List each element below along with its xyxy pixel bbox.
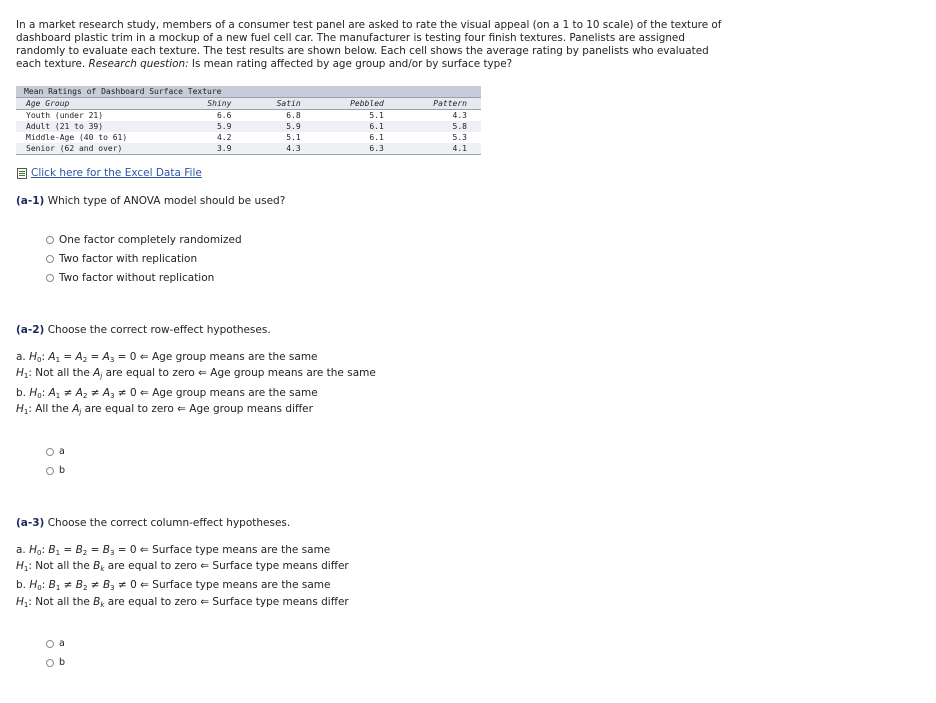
option-two-factor-with-replication[interactable] xyxy=(46,253,197,265)
radio-button[interactable] xyxy=(46,448,54,456)
radio-button[interactable] xyxy=(46,236,54,244)
hypothesis-description: Age group means are the same xyxy=(210,367,376,379)
hypothesis-a2-b-null: b. $H_0$: $A_1 \ne A_2 \ne A_3 \ne 0$ ⇐ Age group means are the same xyxy=(16,387,318,400)
table-header-row xyxy=(16,98,481,110)
header-pattern: Pattern xyxy=(398,98,481,110)
radio-button[interactable] xyxy=(46,255,54,263)
option-label: b xyxy=(59,465,66,476)
radio-button[interactable] xyxy=(46,274,54,282)
question-a1-text: Which type of ANOVA model should be used? xyxy=(47,195,286,207)
table-cell: 5.9 xyxy=(245,121,314,132)
option-a3-a[interactable] xyxy=(46,638,65,649)
hypothesis-description: Surface type means are the same xyxy=(152,544,331,556)
problem-text: In a market research study, members of a consumer test panel are asked to rate the visual appeal (on a 1 to 10 scale) of the texture of dashboard plastic trim in a mockup of a new fuel cell car. The manufacturer is testing four finish textures. Panelists are assigned randomly to evaluate each texture. The test results are shown below. Each cell shows the average rating by panelists who evaluated each texture. xyxy=(16,19,722,70)
row-label: Youth (under 21) xyxy=(26,111,104,120)
table-caption: Mean Ratings of Dashboard Surface Texture xyxy=(16,86,481,98)
option-label: a xyxy=(59,638,65,649)
question-a3 xyxy=(16,517,290,529)
table-cell: 3.9 xyxy=(176,143,245,155)
question-a3-label: (a-3) xyxy=(16,517,45,529)
hypothesis-description: Age group means are the same xyxy=(152,387,318,399)
row-label: Senior (62 and over) xyxy=(16,143,176,155)
table-cell: 6.1 xyxy=(369,133,384,142)
table-row xyxy=(16,110,481,122)
option-label: b xyxy=(59,657,66,668)
table-cell: 6.1 xyxy=(315,121,398,132)
table-cell: 5.1 xyxy=(369,111,384,120)
table-cell: 4.2 xyxy=(216,133,232,142)
question-a1 xyxy=(16,195,285,207)
hypothesis-description: Age group means differ xyxy=(189,403,313,415)
option-a3-b[interactable] xyxy=(46,657,65,668)
question-a2 xyxy=(16,324,271,336)
header-pebbled: Pebbled xyxy=(315,98,398,110)
excel-link-text: Click here for the Excel Data File xyxy=(31,167,202,179)
hypothesis-description: Age group means are the same xyxy=(151,351,318,363)
header-shiny: Shiny xyxy=(176,98,245,110)
table-cell: 4.1 xyxy=(398,143,481,155)
table-cell: 6.8 xyxy=(286,111,301,120)
table-cell: 5.1 xyxy=(286,133,301,142)
radio-button[interactable] xyxy=(46,467,54,475)
radio-button[interactable] xyxy=(46,659,54,667)
hypothesis-description: Surface type means are the same xyxy=(152,579,331,591)
option-a2-b[interactable] xyxy=(46,465,65,476)
question-a2-text: Choose the correct row-effect hypotheses. xyxy=(47,324,271,336)
excel-data-link[interactable] xyxy=(17,167,202,179)
hypothesis-a2-b-alt: $H_1$: All the $A_j$ are equal to zero ⇐ Age group means differ xyxy=(16,403,313,416)
question-a1-label: (a-1) xyxy=(16,195,45,207)
header-satin: Satin xyxy=(245,98,314,110)
hypothesis-a2-a-alt: $H_1$: Not all the $A_j$ are equal to zero ⇐ Age group means are the same xyxy=(16,367,376,380)
spreadsheet-file-icon xyxy=(17,168,28,179)
ratings-table xyxy=(16,86,481,155)
question-a3-text: Choose the correct column-effect hypotheses. xyxy=(47,517,291,529)
table-cell: 5.3 xyxy=(452,133,467,142)
hypothesis-a3-a-alt: $H_1$: Not all the $B_k$ are equal to zero ⇐ Surface type means differ xyxy=(16,560,349,573)
radio-button[interactable] xyxy=(46,640,54,648)
option-label: Two factor without replication xyxy=(59,272,215,284)
hypothesis-description: Surface type means differ xyxy=(212,560,349,572)
table-cell: 6.3 xyxy=(315,143,398,155)
option-one-factor[interactable] xyxy=(46,234,242,246)
option-label: Two factor with replication xyxy=(59,253,198,265)
option-a2-a[interactable] xyxy=(46,446,65,457)
table-cell: 5.9 xyxy=(176,121,245,132)
row-label: Middle-Age (40 to 61) xyxy=(26,133,128,142)
problem-statement xyxy=(16,19,726,71)
option-two-factor-without-replication[interactable] xyxy=(46,272,214,284)
table-row xyxy=(16,143,481,155)
header-age-group: Age Group xyxy=(16,98,176,110)
hypothesis-description: Surface type means differ xyxy=(212,596,349,608)
hypothesis-a3-a-null: a. $H_0$: $B_1 = B_2 = B_3 = 0$ ⇐ Surface type means are the same xyxy=(16,544,331,557)
row-label: Adult (21 to 39) xyxy=(16,121,176,132)
option-label: a xyxy=(59,446,65,457)
research-question-text: Is mean rating affected by age group and/or by surface type? xyxy=(191,58,513,70)
table-cell: 6.6 xyxy=(216,111,232,120)
table-cell: 4.3 xyxy=(452,111,467,120)
table-cell: 4.3 xyxy=(245,143,314,155)
hypothesis-a3-b-null: b. $H_0$: $B_1 \ne B_2 \ne B_3 \ne 0$ ⇐ Surface type means are the same xyxy=(16,579,331,592)
table-cell: 5.8 xyxy=(398,121,481,132)
research-question-label: Research question: xyxy=(88,58,189,70)
table-row xyxy=(16,132,481,143)
hypothesis-a2-a-null: a. $H_0$: $A_1 = A_2 = A_3 = 0$ ⇐ Age group means are the same xyxy=(16,351,318,364)
hypothesis-a3-b-alt: $H_1$: Not all the $B_k$ are equal to zero ⇐ Surface type means differ xyxy=(16,596,349,609)
question-a2-label: (a-2) xyxy=(16,324,45,336)
option-label: One factor completely randomized xyxy=(59,234,242,246)
table-row xyxy=(16,121,481,132)
